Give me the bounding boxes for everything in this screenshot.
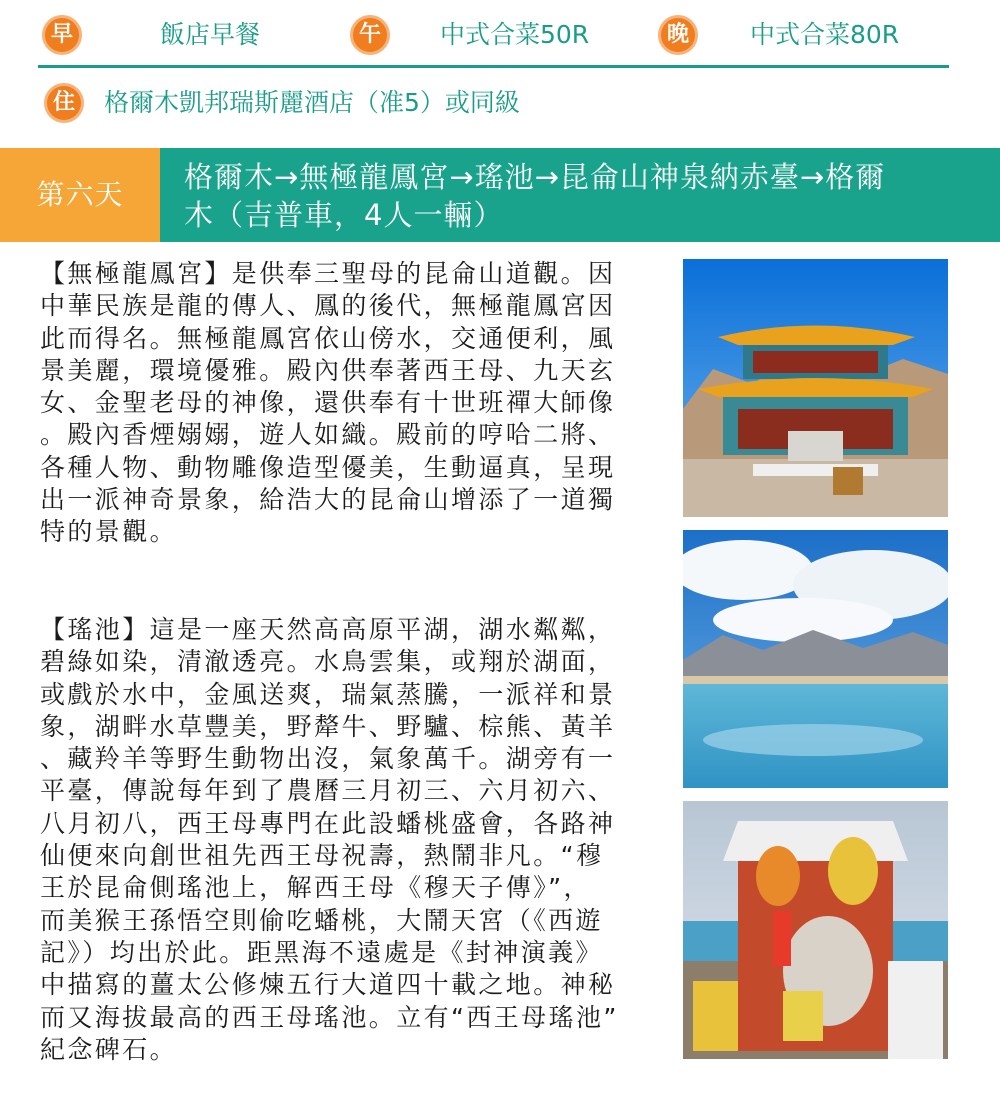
text-line: 出一派神奇景象，給浩大的昆侖山增添了一道獨 xyxy=(40,485,616,515)
text-line: 碧綠如染，清澈透亮。水鳥雲集，或翔於湖面， xyxy=(40,647,616,677)
text-line: 女、金聖老母的神像，還供奉有十世班禪大師像 xyxy=(40,388,616,418)
temple-photo xyxy=(683,259,948,517)
breakfast-text: 飯店早餐 xyxy=(160,20,261,49)
shrine-photo xyxy=(683,801,948,1059)
day-route-line: 格爾木→無極龍鳳宮→瑤池→昆侖山神泉納赤臺→格爾 xyxy=(184,160,886,194)
text-line: 記》）均出於此。距黑海不遠處是《封神演義》 xyxy=(40,937,603,967)
text-line: 【瑤池】這是一座天然高高原平湖，湖水粼粼， xyxy=(40,615,616,644)
lunch-badge: 午 xyxy=(350,15,390,55)
text-line: 、藏羚羊等野生動物出沒，氣象萬千。湖旁有一 xyxy=(40,744,616,774)
text-line: 仙便來向創世祖先西王母祝壽，熱鬧非凡。“穆 xyxy=(40,841,604,871)
text-line: 中華民族是龍的傳人、鳳的後代，無極龍鳳宮因 xyxy=(40,291,616,321)
text-line: 此而得名。無極龍鳳宮依山傍水，交通便利，風 xyxy=(40,323,616,353)
hotel-badge: 住 xyxy=(44,83,84,123)
lunch-text: 中式合菜50R xyxy=(440,20,590,49)
hotel-text: 格爾木凱邦瑞斯麗酒店（准5）或同級 xyxy=(104,88,520,117)
text-line: 或戲於水中，金風送爽，瑞氣蒸騰，一派祥和景 xyxy=(40,679,616,709)
text-line: 八月初八，西王母專門在此設蟠桃盛會，各路神 xyxy=(40,808,616,838)
day-label: 第六天 xyxy=(0,148,160,242)
breakfast-badge: 早 xyxy=(42,15,82,55)
divider xyxy=(38,65,949,68)
meal-bar xyxy=(0,0,1000,66)
text-line: 。殿內香煙嫋嫋，遊人如織。殿前的哼哈二將、 xyxy=(40,420,616,450)
text-line: 各種人物、動物雕像造型優美，生動逼真，呈現 xyxy=(40,452,616,482)
text-line: 平臺，傳說每年到了農曆三月初三、六月初六、 xyxy=(40,776,616,806)
text-line: 而美猴王孫悟空則偷吃蟠桃，大鬧天宮（《西遊 xyxy=(40,905,603,935)
text-line: 特的景觀。 xyxy=(40,517,178,547)
section-yaochi xyxy=(40,614,670,1066)
text-line: 而又海拔最高的西王母瑤池。立有“西王母瑤池” xyxy=(40,1002,619,1032)
text-line: 中描寫的薑太公修煉五行大道四十載之地。神秘 xyxy=(40,970,616,1000)
lake-photo xyxy=(683,530,948,788)
text-line: 王於昆侖側瑤池上，解西王母《穆天子傳》”， xyxy=(40,873,591,903)
day-header xyxy=(0,148,1000,242)
day-route xyxy=(184,158,992,234)
dinner-text: 中式合菜80R xyxy=(750,20,900,49)
section-longfeng-palace xyxy=(40,258,670,549)
dinner-badge: 晚 xyxy=(658,15,698,55)
text-line: 景美麗，環境優雅。殿內供奉著西王母、九天玄 xyxy=(40,355,616,385)
day-route-line: 木（吉普車，4人一輛） xyxy=(184,198,504,232)
text-line: 紀念碑石。 xyxy=(40,1034,178,1064)
text-line: 象，湖畔水草豐美，野犛牛、野驢、棕熊、黃羊 xyxy=(40,711,616,741)
text-line: 【無極龍鳳宮】是供奉三聖母的昆侖山道觀。因 xyxy=(40,259,616,288)
